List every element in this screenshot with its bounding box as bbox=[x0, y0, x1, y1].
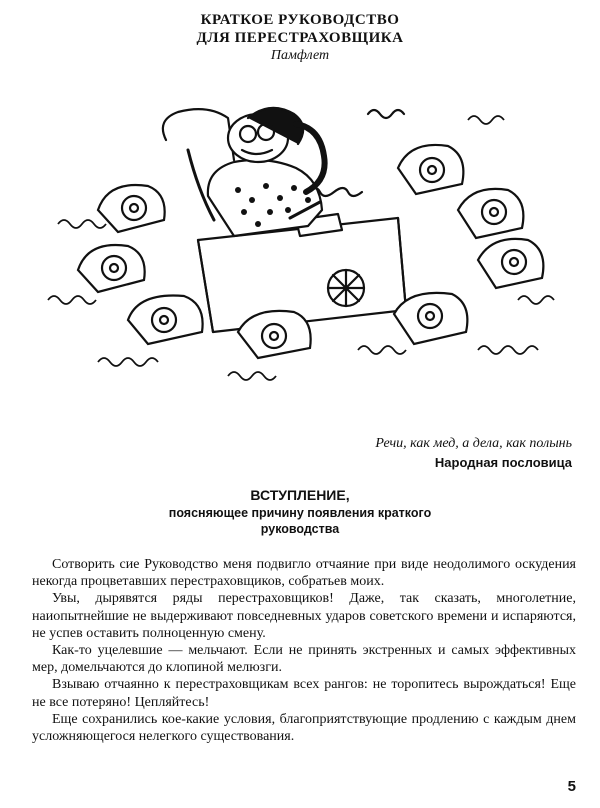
body-text bbox=[32, 556, 576, 745]
section-heading: ВСТУПЛЕНИЕ, bbox=[250, 487, 350, 503]
title-line-1: КРАТКОЕ РУКОВОДСТВО bbox=[200, 12, 400, 28]
paragraph: Увы, дырявятся ряды перестраховщиков! Даже, так сказать, многолетние, наиопытнейшие не выдерживают повседневных ударов советского времени и испаряются, не успев оставить полноценную смену. bbox=[32, 591, 576, 641]
epigraph-quote: Речи, как мед, а дела, как полынь bbox=[375, 436, 572, 451]
paragraph: Взываю отчаянно к перестраховщикам всех рангов: не торопитесь вырождаться! Еще не все потеряно! Цепляйтесь! bbox=[32, 677, 576, 710]
section-subheading-line-1: поясняющее причину появления краткого bbox=[168, 506, 432, 520]
title-line-2: ДЛЯ ПЕРЕСТРАХОВЩИКА bbox=[196, 30, 404, 46]
paragraph: Как-то уцелевшие — мельчают. Если не принять экстренных и самых эффективных мер, домельчаются до клопиной мелюзги. bbox=[32, 643, 576, 676]
cartoon-illustration bbox=[38, 100, 562, 400]
page-number: 5 bbox=[567, 778, 576, 795]
genre-label: Памфлет bbox=[270, 48, 330, 63]
epigraph-source: Народная пословица bbox=[434, 455, 572, 470]
paragraph: Сотворить сие Руководство меня подвигло отчаяние при виде неодолимого оскудения некогда процветавших перестраховщиков, собратьев моих. bbox=[32, 557, 576, 590]
section-subheading-line-2: руководства bbox=[260, 522, 340, 536]
paragraph: Еще сохранились кое-какие условия, благоприятствующие продлению с каждым днем усложняющегося нелегкого существования. bbox=[32, 711, 576, 745]
